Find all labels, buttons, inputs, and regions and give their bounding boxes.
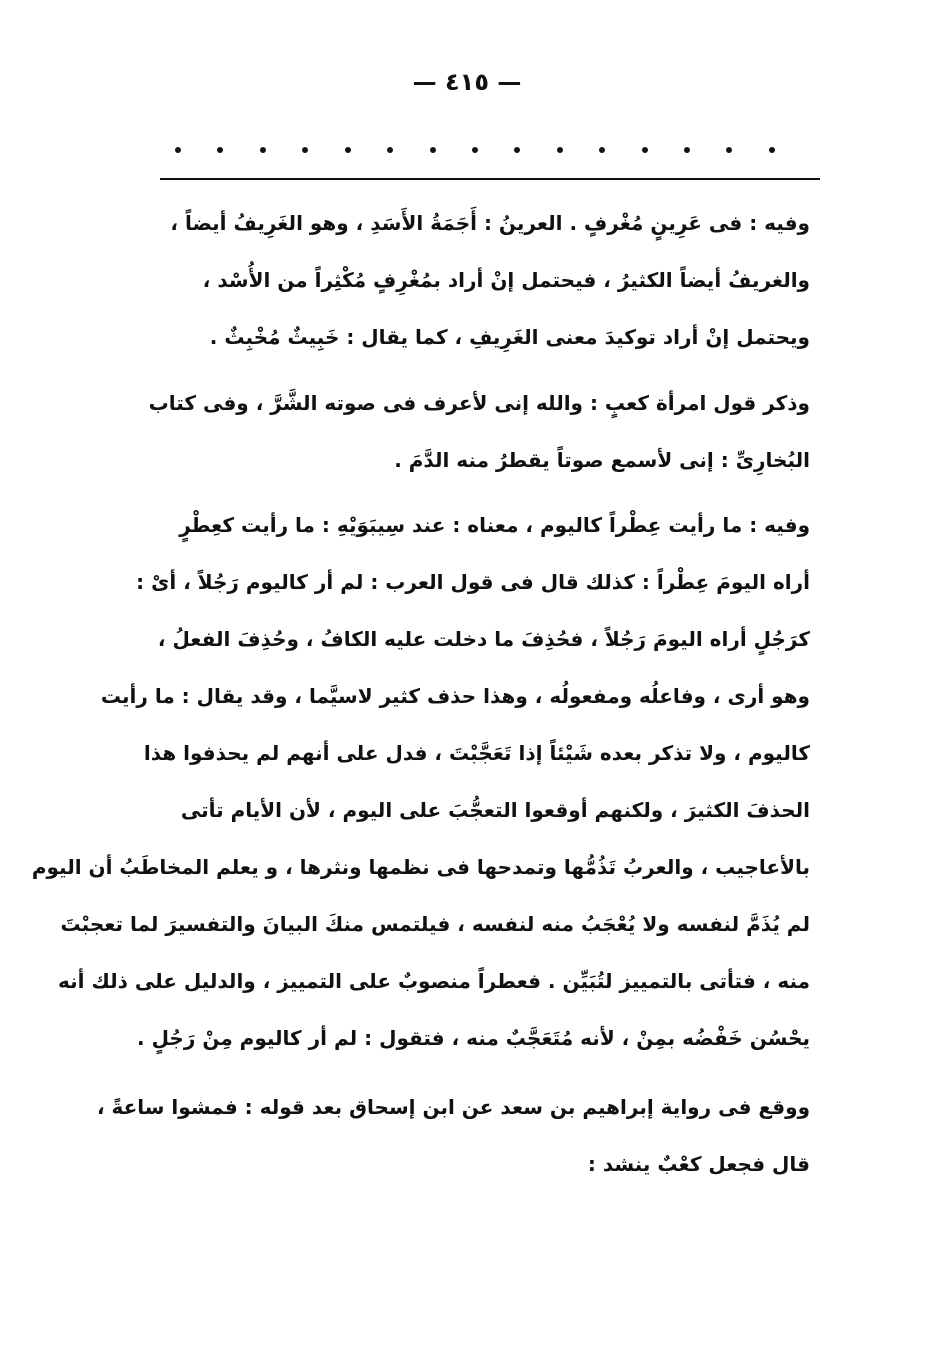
header-rule [160, 178, 820, 180]
dot-ornament [430, 147, 436, 153]
dot-ornament [472, 147, 478, 153]
paragraph-1 [150, 195, 810, 366]
dot-ornament [726, 147, 732, 153]
text-line: الحذفَ الكثيرَ ، ولكنهم أوقعوا التعجُّبَ على اليوم ، لأن الأيام تأتى [180, 798, 810, 822]
dot-ornament [387, 147, 393, 153]
text-line: والغريفُ أيضاً الكثيرُ ، فيحتمل إنْ أراد بمُغْرِفٍ مُكْثِراً من الأُسْد ، [202, 268, 810, 292]
text-line: بالأعاجيب ، والعربُ تَذُمُّها وتمدحها فى نظمها ونثرها ، و يعلم المخاطَبُ أن اليوم [31, 855, 810, 879]
text-line: وفيه : فى عَرِينٍ مُغْرفٍ . العرينُ : أَجَمَةُ الأَسَدِ ، وهو الغَرِيفُ أيضاً ، [170, 211, 810, 235]
dot-ornament [217, 147, 223, 153]
paragraph-2 [150, 375, 810, 489]
text-line: ووقع فى رواية إبراهيم بن سعد عن ابن إسحاق بعد قوله : فمشوا ساعةً ، [96, 1095, 810, 1119]
dot-ornament [260, 147, 266, 153]
text-line: قال فجعل كعْبٌ ينشد : [587, 1152, 810, 1176]
text-line: البُخارِىِّ : إنى لأسمع صوتاً يقطرُ منه الدَّمَ . [394, 448, 810, 472]
page-number: — ٤١٥ — [412, 68, 522, 96]
paragraph-4 [96, 1079, 810, 1193]
dot-ornament [684, 147, 690, 153]
text-line: وفيه : ما رأيت عِطْراً كاليوم ، معناه : عند سِيبَوَيْهِ : ما رأيت كعِطْرٍ [179, 513, 810, 537]
text-line: وذكر قول امرأة كعبٍ : والله إنى لأعرف فى صوته الشَّرَّ ، وفى كتاب [148, 391, 810, 415]
dot-ornament [557, 147, 563, 153]
dot-ornament [769, 147, 775, 153]
text-line: أراه اليومَ عِطْراً : كذلك قال فى قول العرب : لم أر كاليوم رَجُلاً ، أىْ : [136, 570, 810, 594]
text-line: كاليوم ، ولا تذكر بعده شَيْئاً إذا تَعَجَّبْتَ ، فدل على أنهم لم يحذفوا هذا [143, 741, 810, 765]
text-line: وهو أرى ، وفاعلُه ومفعولُه ، وهذا حذف كثير لاسيَّما ، وقد يقال : ما رأيت [100, 684, 810, 708]
dot-ornament [599, 147, 605, 153]
text-line: كرَجُلٍ أراه اليومَ رَجُلاً ، فحُذِفَ ما دخلت عليه الكافُ ، وحُذِفَ الفعلُ ، [157, 627, 810, 651]
text-line: لم يُذَمَّ لنفسه ولا يُعْجَبُ منه لنفسه ، فيلتمس منكَ البيانَ والتفسيرَ لما تعجبْتَ [60, 912, 810, 936]
dot-ornament [642, 147, 648, 153]
dot-ornament [175, 147, 181, 153]
dot-ornament [514, 147, 520, 153]
text-line: ويحتمل إنْ أراد توكيدَ معنى الغَرِيفِ ، كما يقال : خَبِيثٌ مُخْبِثٌ . [209, 325, 810, 349]
dot-ornament [302, 147, 308, 153]
dot-ornament [345, 147, 351, 153]
text-line: يحْسُن خَفْضُه بمِنْ ، لأنه مُتَعَجَّبٌ منه ، فتقول : لم أر كاليوم مِنْ رَجُلٍ . [137, 1026, 810, 1050]
ornamental-dot-row [175, 140, 775, 160]
text-line: منه ، فتأتى بالتمييز لتُبَيِّن . فعطراً منصوبٌ على التمييز ، والدليل على ذلك أنه [58, 969, 810, 993]
paragraph-3 [31, 497, 810, 1067]
